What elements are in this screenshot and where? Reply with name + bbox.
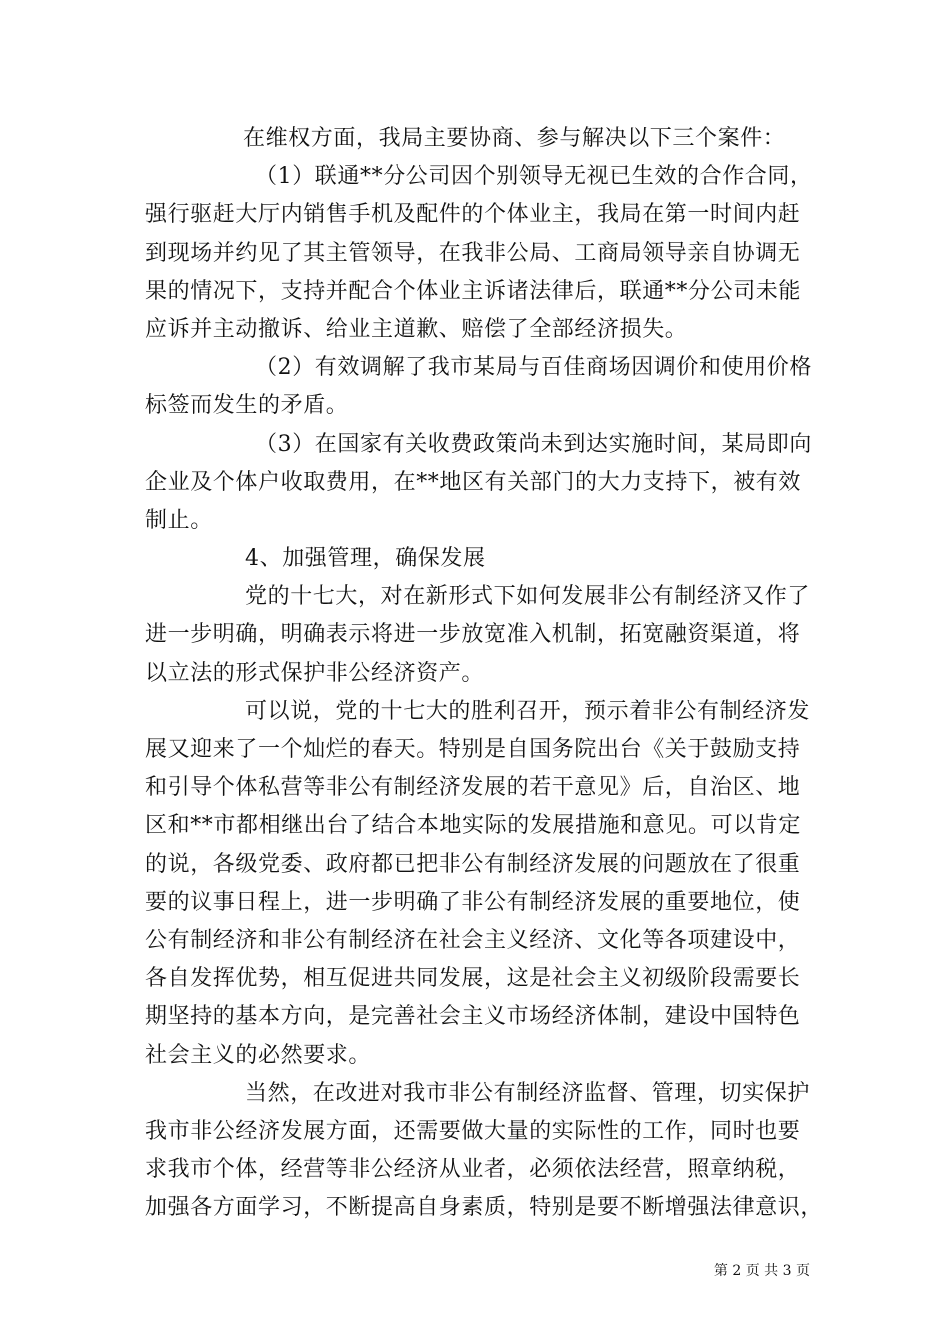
text-line: 进一步明确，明确表示将进一步放宽准入机制，拓宽融资渠道，将 — [145, 622, 801, 648]
text-line: 求我市个体，经营等非公经济从业者，必须依法经营，照章纳税， — [145, 1157, 801, 1183]
text-line: 我市非公经济发展方面，还需要做大量的实际性的工作，同时也要 — [145, 1118, 801, 1144]
text-line: （2）有效调解了我市某局与百佳商场因调价和使用价格 — [255, 355, 812, 381]
text-line: 各自发挥优势，相互促进共同发展，这是社会主义初级阶段需要长 — [145, 966, 801, 992]
text-line: 要的议事日程上，进一步明确了非公有制经济发展的重要地位，使 — [145, 889, 801, 915]
document-body — [145, 120, 824, 1227]
text-line: 党的十七大，对在新形式下如何发展非公有制经济又作了 — [245, 584, 811, 610]
text-line: 社会主义的必然要求。 — [145, 1042, 372, 1068]
text-line: 期坚持的基本方向，是完善社会主义市场经济体制，建设中国特色 — [145, 1004, 801, 1030]
text-line: （1）联通**分公司因个别领导无视已生效的合作合同， — [255, 164, 813, 190]
text-line: 区和**市都相继出台了结合本地实际的发展措施和意见。可以肯定 — [145, 813, 802, 839]
text-line: 企业及个体户收取费用，在**地区有关部门的大力支持下，被有效 — [145, 469, 802, 495]
text-line: 展又迎来了一个灿烂的春天。特别是自国务院出台《关于鼓励支持 — [145, 737, 801, 762]
text-line: 当然，在改进对我市非公有制经济监督、管理，切实保护 — [245, 1080, 811, 1106]
text-line: 在维权方面，我局主要协商、参与解决以下三个案件： — [243, 126, 786, 151]
section-heading: 4、加强管理，确保发展 — [245, 546, 486, 572]
text-line: 强行驱赶大厅内销售手机及配件的个体业主，我局在第一时间内赶 — [145, 202, 801, 228]
text-line: 和引导个体私营等非公有制经济发展的若干意见》后，自治区、地 — [145, 775, 801, 801]
text-line: 应诉并主动撤诉、给业主道歉、赔偿了全部经济损失。 — [145, 316, 688, 342]
text-line: 到现场并约见了其主管领导，在我非公局、工商局领导亲自协调无 — [145, 240, 801, 266]
text-line: （3）在国家有关收费政策尚未到达实施时间，某局即向 — [255, 431, 812, 457]
text-line: 的说，各级党委、政府都已把非公有制经济发展的问题放在了很重 — [145, 851, 801, 877]
text-line: 制止。 — [145, 507, 213, 533]
page-number: 第 2 页 共 3 页 — [713, 1263, 810, 1279]
text-line: 加强各方面学习，不断提高自身素质，特别是要不断增强法律意识， — [145, 1195, 824, 1221]
text-line: 以立法的形式保护非公经济资产。 — [145, 660, 485, 686]
text-line: 公有制经济和非公有制经济在社会主义经济、文化等各项建设中， — [145, 927, 801, 953]
text-line: 可以说，党的十七大的胜利召开，预示着非公有制经济发 — [245, 698, 811, 724]
text-line: 果的情况下，支持并配合个体业主诉诸法律后，联通**分公司未能 — [145, 278, 802, 304]
text-line: 标签而发生的矛盾。 — [145, 393, 349, 419]
